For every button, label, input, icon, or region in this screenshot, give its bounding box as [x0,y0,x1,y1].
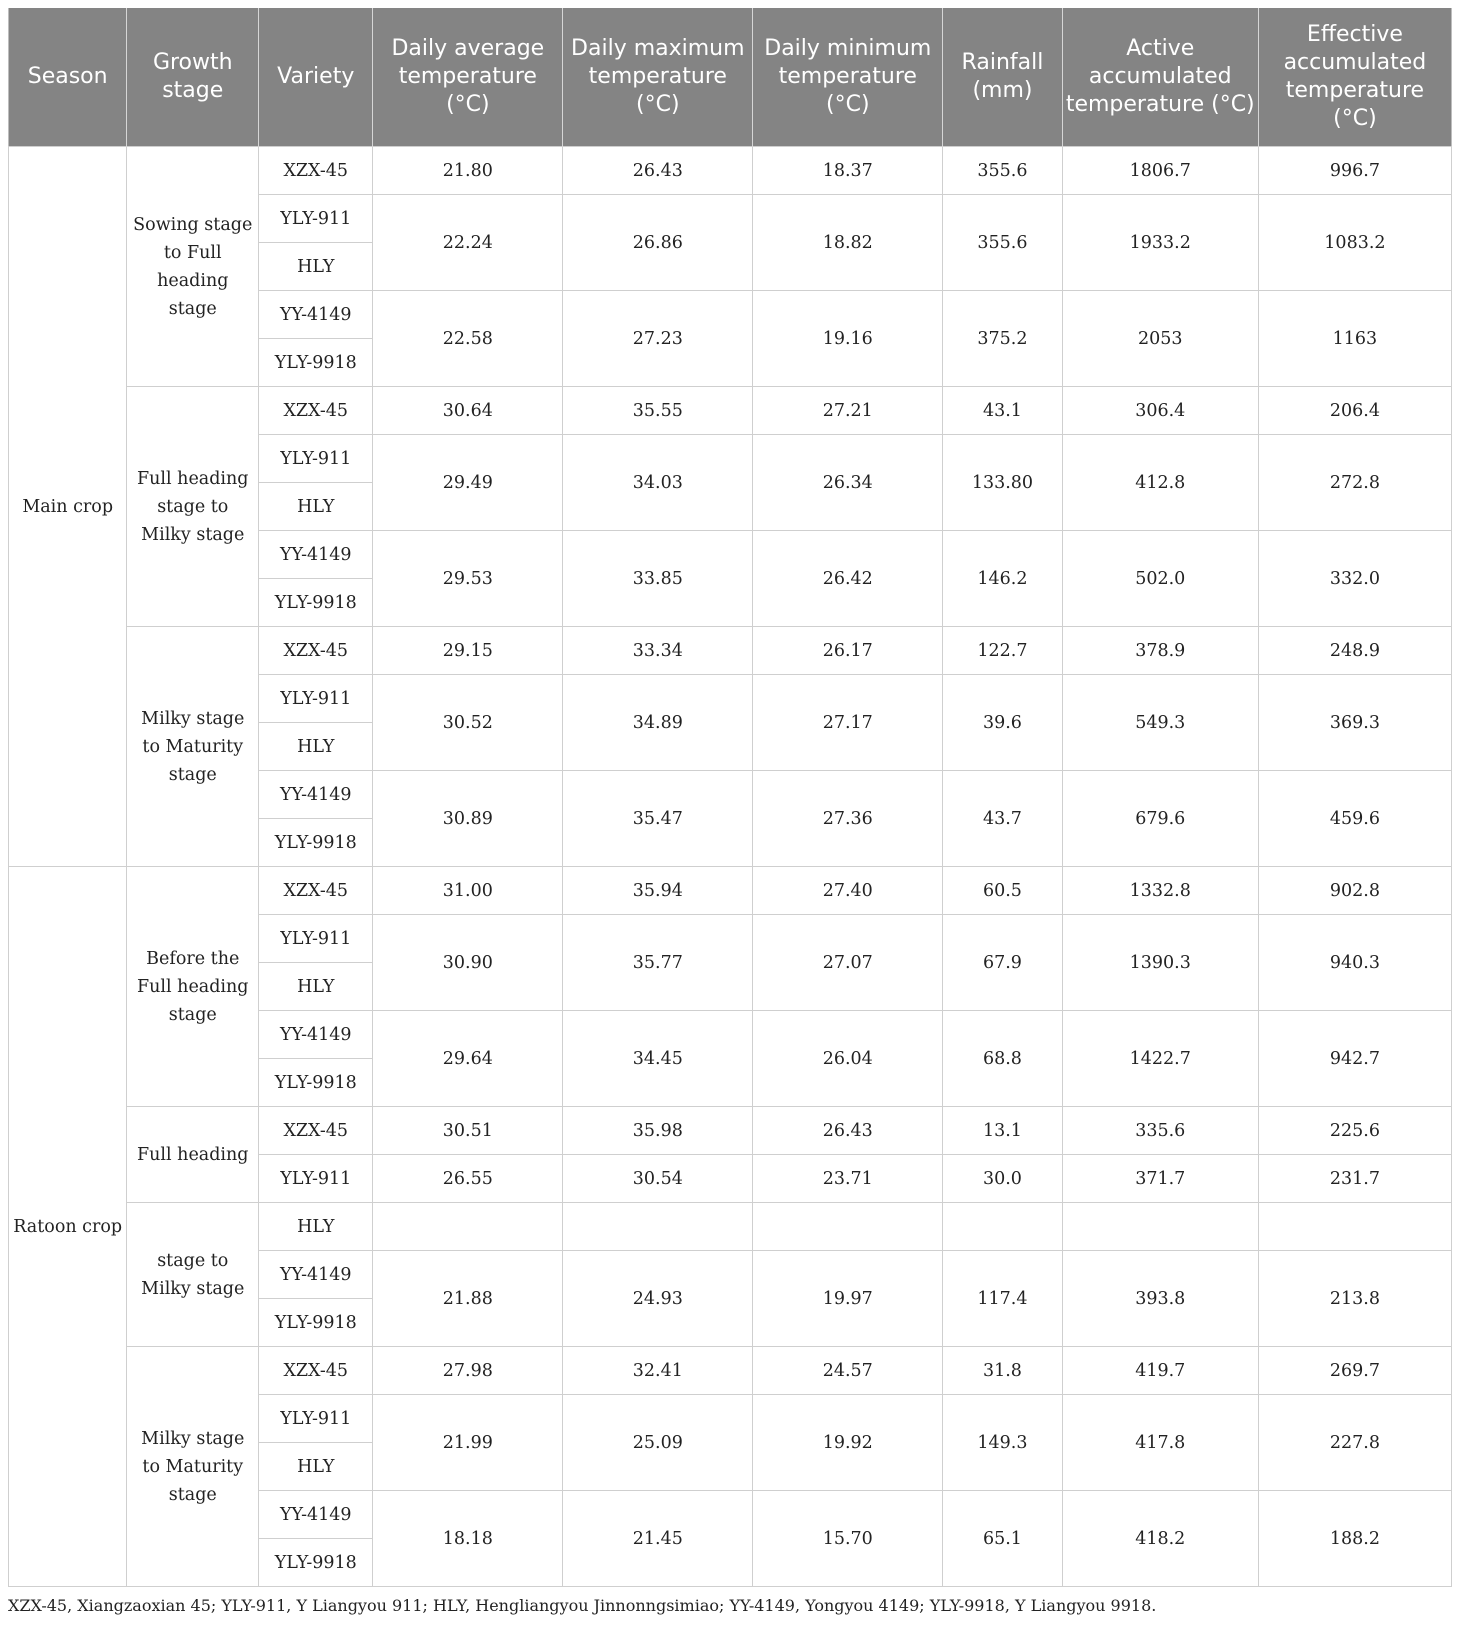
temperature-data-table [8,8,1452,1587]
variety-cell: YLY-911 [259,1395,373,1443]
value-cell: 60.5 [943,867,1062,915]
value-cell: 225.6 [1258,1107,1451,1155]
value-cell: 21.88 [373,1251,563,1347]
value-cell: 18.82 [753,195,943,291]
variety-cell: XZX-45 [259,1347,373,1395]
growth-stage-cell: stage to Milky stage [127,1203,259,1347]
value-cell: 26.43 [753,1107,943,1155]
value-cell: 43.1 [943,387,1062,435]
value-cell: 26.04 [753,1011,943,1107]
value-cell: 26.34 [753,435,943,531]
variety-cell: YLY-9918 [259,339,373,387]
variety-cell: YLY-911 [259,435,373,483]
value-cell: 19.16 [753,291,943,387]
value-cell: 31.8 [943,1347,1062,1395]
value-cell: 23.71 [753,1155,943,1203]
value-cell: 29.15 [373,627,563,675]
value-cell: 942.7 [1258,1011,1451,1107]
variety-cell: XZX-45 [259,1107,373,1155]
variety-cell: YLY-9918 [259,1539,373,1587]
value-cell: 133.80 [943,435,1062,531]
value-cell: 149.3 [943,1395,1062,1491]
variety-cell: YY-4149 [259,1251,373,1299]
value-cell: 272.8 [1258,435,1451,531]
growth-stage-cell: Full heading [127,1107,259,1203]
value-cell: 122.7 [943,627,1062,675]
variety-cell: XZX-45 [259,387,373,435]
value-cell: 332.0 [1258,531,1451,627]
value-cell: 39.6 [943,675,1062,771]
value-cell: 24.57 [753,1347,943,1395]
value-cell: 1390.3 [1062,915,1258,1011]
header-growth-stage: Growth stage [127,8,259,147]
value-cell: 30.51 [373,1107,563,1155]
value-cell: 35.98 [563,1107,753,1155]
value-cell: 35.77 [563,915,753,1011]
value-cell: 27.21 [753,387,943,435]
value-cell: 306.4 [1062,387,1258,435]
value-cell: 417.8 [1062,1395,1258,1491]
value-cell: 902.8 [1258,867,1451,915]
variety-cell: HLY [259,483,373,531]
variety-cell: YLY-9918 [259,579,373,627]
value-cell: 2053 [1062,291,1258,387]
empty-cell [373,1203,563,1251]
value-cell: 26.55 [373,1155,563,1203]
value-cell: 34.89 [563,675,753,771]
value-cell: 459.6 [1258,771,1451,867]
variety-cell: YY-4149 [259,1491,373,1539]
value-cell: 34.45 [563,1011,753,1107]
value-cell: 1806.7 [1062,147,1258,195]
value-cell: 31.00 [373,867,563,915]
table-header [9,8,1452,147]
value-cell: 146.2 [943,531,1062,627]
header-daily-maximum-temperature: Daily maximum temperature (°C) [563,8,753,147]
variety-cell: YLY-911 [259,675,373,723]
variety-cell: YLY-9918 [259,1299,373,1347]
value-cell: 19.92 [753,1395,943,1491]
value-cell: 188.2 [1258,1491,1451,1587]
value-cell: 335.6 [1062,1107,1258,1155]
value-cell: 27.40 [753,867,943,915]
variety-cell: YLY-9918 [259,1059,373,1107]
value-cell: 30.90 [373,915,563,1011]
table-row [9,147,1452,195]
value-cell: 419.7 [1062,1347,1258,1395]
value-cell: 30.52 [373,675,563,771]
value-cell: 26.17 [753,627,943,675]
table-body [9,147,1452,1587]
variety-cell: YLY-911 [259,915,373,963]
value-cell: 30.64 [373,387,563,435]
value-cell: 32.41 [563,1347,753,1395]
value-cell: 33.34 [563,627,753,675]
value-cell: 502.0 [1062,531,1258,627]
empty-cell [943,1203,1062,1251]
header-active-accumulated-temperature: Active accumulated temperature (°C) [1062,8,1258,147]
value-cell: 21.45 [563,1491,753,1587]
empty-cell [1062,1203,1258,1251]
value-cell: 378.9 [1062,627,1258,675]
value-cell: 30.89 [373,771,563,867]
value-cell: 27.98 [373,1347,563,1395]
season-cell: Main crop [9,147,127,867]
header-season: Season [9,8,127,147]
header-rainfall: Rainfall (mm) [943,8,1062,147]
value-cell: 65.1 [943,1491,1062,1587]
value-cell: 1083.2 [1258,195,1451,291]
value-cell: 355.6 [943,147,1062,195]
empty-cell [1258,1203,1451,1251]
value-cell: 30.0 [943,1155,1062,1203]
empty-cell [753,1203,943,1251]
value-cell: 27.36 [753,771,943,867]
header-daily-minimum-temperature: Daily minimum temperature (°C) [753,8,943,147]
table-row [9,387,1452,435]
growth-stage-cell: Before the Full heading stage [127,867,259,1107]
variety-cell: XZX-45 [259,147,373,195]
value-cell: 231.7 [1258,1155,1451,1203]
value-cell: 371.7 [1062,1155,1258,1203]
value-cell: 34.03 [563,435,753,531]
value-cell: 375.2 [943,291,1062,387]
value-cell: 35.94 [563,867,753,915]
value-cell: 206.4 [1258,387,1451,435]
value-cell: 1163 [1258,291,1451,387]
table-row [9,1203,1452,1251]
variety-cell: HLY [259,243,373,291]
header-variety: Variety [259,8,373,147]
growth-stage-cell: Sowing stage to Full heading stage [127,147,259,387]
value-cell: 35.47 [563,771,753,867]
value-cell: 15.70 [753,1491,943,1587]
growth-stage-cell: Milky stage to Maturity stage [127,627,259,867]
value-cell: 43.7 [943,771,1062,867]
value-cell: 1933.2 [1062,195,1258,291]
value-cell: 25.09 [563,1395,753,1491]
variety-cell: YLY-911 [259,195,373,243]
value-cell: 21.99 [373,1395,563,1491]
value-cell: 29.64 [373,1011,563,1107]
season-cell: Ratoon crop [9,867,127,1587]
value-cell: 27.07 [753,915,943,1011]
variety-cell: YY-4149 [259,771,373,819]
value-cell: 412.8 [1062,435,1258,531]
value-cell: 18.37 [753,147,943,195]
value-cell: 19.97 [753,1251,943,1347]
value-cell: 33.85 [563,531,753,627]
variety-cell: YY-4149 [259,531,373,579]
value-cell: 29.53 [373,531,563,627]
value-cell: 248.9 [1258,627,1451,675]
variety-cell: HLY [259,723,373,771]
value-cell: 21.80 [373,147,563,195]
value-cell: 29.49 [373,435,563,531]
table-row [9,867,1452,915]
header-daily-average-temperature: Daily average temperature (°C) [373,8,563,147]
value-cell: 27.17 [753,675,943,771]
table-row [9,1347,1452,1395]
variety-cell: YLY-911 [259,1155,373,1203]
value-cell: 22.58 [373,291,563,387]
value-cell: 269.7 [1258,1347,1451,1395]
variety-cell: HLY [259,1443,373,1491]
variety-cell: XZX-45 [259,627,373,675]
table-container [8,8,1452,1615]
value-cell: 393.8 [1062,1251,1258,1347]
value-cell: 30.54 [563,1155,753,1203]
value-cell: 940.3 [1258,915,1451,1011]
value-cell: 27.23 [563,291,753,387]
table-row [9,627,1452,675]
value-cell: 68.8 [943,1011,1062,1107]
value-cell: 26.43 [563,147,753,195]
value-cell: 549.3 [1062,675,1258,771]
value-cell: 67.9 [943,915,1062,1011]
variety-cell: XZX-45 [259,867,373,915]
value-cell: 22.24 [373,195,563,291]
variety-cell: YY-4149 [259,1011,373,1059]
value-cell: 369.3 [1258,675,1451,771]
value-cell: 1422.7 [1062,1011,1258,1107]
value-cell: 24.93 [563,1251,753,1347]
table-row [9,1107,1452,1155]
growth-stage-cell: Full heading stage to Milky stage [127,387,259,627]
growth-stage-cell: Milky stage to Maturity stage [127,1347,259,1587]
value-cell: 26.86 [563,195,753,291]
variety-cell: HLY [259,1203,373,1251]
value-cell: 227.8 [1258,1395,1451,1491]
value-cell: 355.6 [943,195,1062,291]
value-cell: 18.18 [373,1491,563,1587]
variety-cell: YY-4149 [259,291,373,339]
empty-cell [563,1203,753,1251]
value-cell: 26.42 [753,531,943,627]
value-cell: 996.7 [1258,147,1451,195]
value-cell: 35.55 [563,387,753,435]
value-cell: 13.1 [943,1107,1062,1155]
variety-cell: YLY-9918 [259,819,373,867]
header-row [9,8,1452,147]
header-effective-accumulated-temperature: Effective accumulated temperature (°C) [1258,8,1451,147]
value-cell: 117.4 [943,1251,1062,1347]
value-cell: 213.8 [1258,1251,1451,1347]
value-cell: 679.6 [1062,771,1258,867]
value-cell: 1332.8 [1062,867,1258,915]
variety-cell: HLY [259,963,373,1011]
table-footnote: XZX-45, Xiangzaoxian 45; YLY-911, Y Liangyou 911; HLY, Hengliangyou Jinnonngsimiao; YY-4149, Yongyou 4149; YLY-9918, Y Liangyou 9918. [8,1596,1157,1615]
value-cell: 418.2 [1062,1491,1258,1587]
